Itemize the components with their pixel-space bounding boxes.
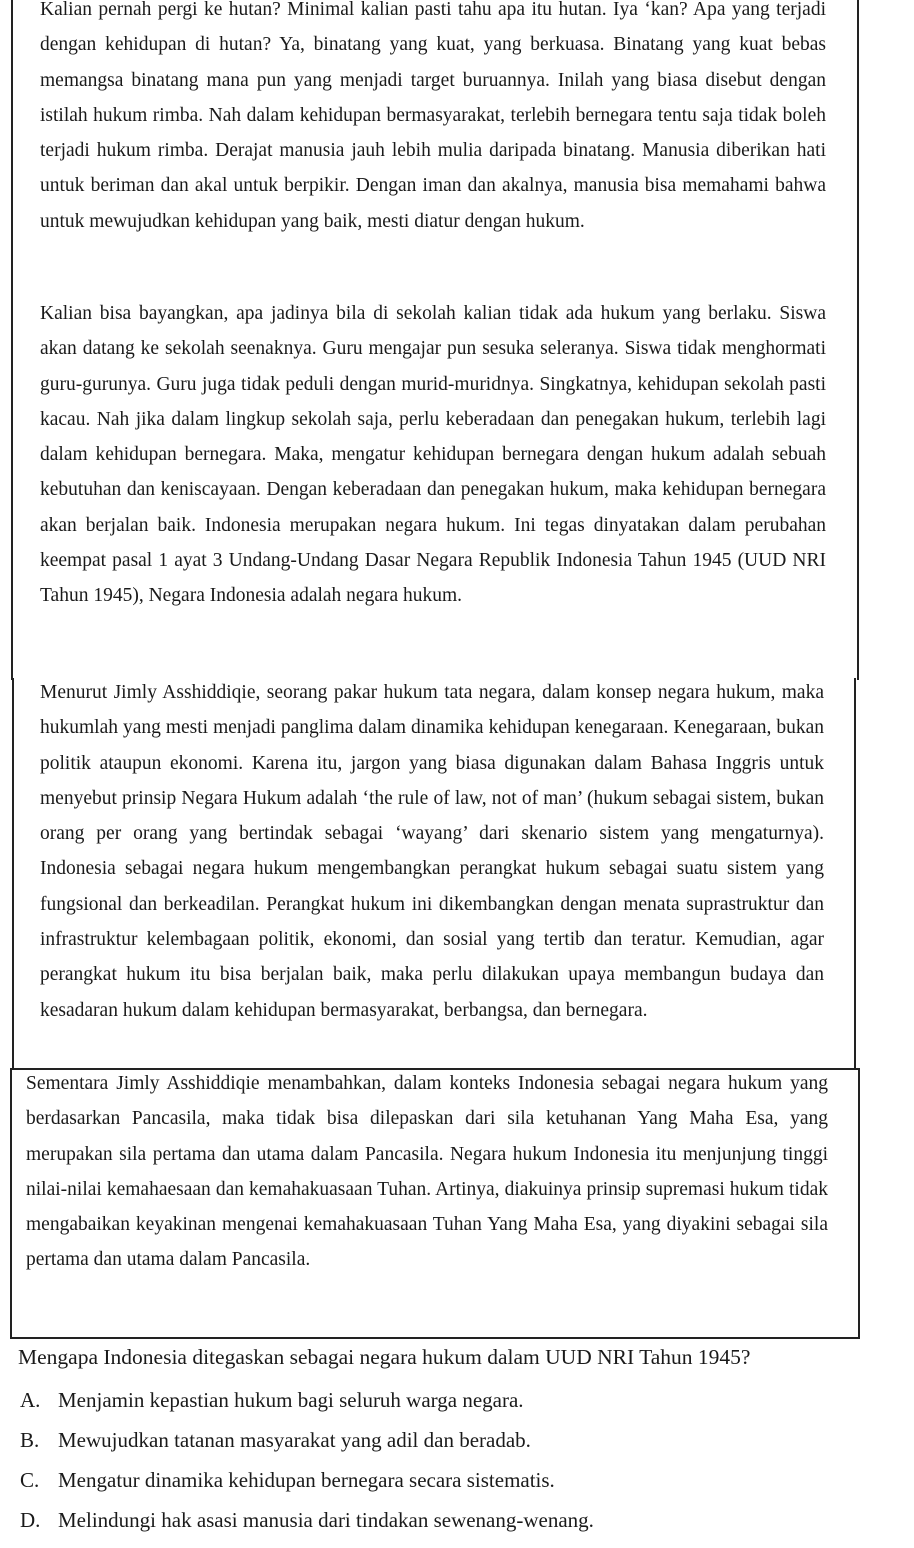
option-text: Melindungi hak asasi manusia dari tindakan sewenang-wenang. bbox=[58, 1508, 594, 1532]
option-c[interactable] bbox=[20, 1460, 890, 1500]
option-text: Menjamin kepastian hukum bagi seluruh warga negara. bbox=[58, 1388, 524, 1412]
passage-paragraph-3: Menurut Jimly Asshiddiqie, seorang pakar hukum tata negara, dalam konsep negara hukum, maka hukumlah yang mesti menjadi panglima dalam dinamika kehidupan kenegaraan. Kenegaraan, bukan politik ataupun ekonomi. Karena itu, jargon yang biasa digunakan dalam Bahasa Inggris untuk menyebut prinsip Negara Hukum adalah ‘the rule of law, not of man’ (hukum sebagai sistem, bukan orang per orang yang bertindak sebagai ‘wayang’ dari skenario sistem yang mengaturnya). Indonesia sebagai negara hukum mengembangkan perangkat hukum sebagai suatu sistem yang fungsional dan berkeadilan. Perangkat hukum ini dikembangkan dengan menata suprastruktur dan infrastruktur kelembagaan politik, ekonomi, dan sosial yang tertib dan teratur. Kemudian, agar perangkat hukum itu bisa berjalan baik, maka perlu dilakukan upaya membangun budaya dan kesadaran hukum dalam kehidupan bermasyarakat, berbangsa, dan bernegara. bbox=[40, 682, 824, 1021]
option-a[interactable] bbox=[20, 1380, 890, 1420]
question-text: Mengapa Indonesia ditegaskan sebagai negara hukum dalam UUD NRI Tahun 1945? bbox=[18, 1345, 751, 1369]
option-text: Mewujudkan tatanan masyarakat yang adil dan beradab. bbox=[58, 1428, 531, 1452]
option-b[interactable] bbox=[20, 1420, 890, 1460]
option-letter: C. bbox=[20, 1468, 40, 1492]
passage-paragraph-2: Kalian bisa bayangkan, apa jadinya bila di sekolah kalian tidak ada hukum yang berlaku. Siswa akan datang ke sekolah seenaknya. Guru mengajar pun sesuka seleranya. Siswa tidak menghormati guru-gurunya. Guru juga tidak peduli dengan murid-muridnya. Singkatnya, kehidupan sekolah pasti kacau. Nah jika dalam lingkup sekolah saja, perlu keberadaan dan penegakan hukum, terlebih lagi dalam kehidupan bernegara. Maka, mengatur kehidupan bernegara dengan hukum adalah sebuah kebutuhan dan keniscayaan. Dengan keberadaan dan penegakan hukum, maka kehidupan bernegara akan berjalan baik. Indonesia merupakan negara hukum. Ini tegas dinyatakan dalam perubahan keempat pasal 1 ayat 3 Undang-Undang Dasar Negara Republik Indonesia Tahun 1945 (UUD NRI Tahun 1945), Negara Indonesia adalah negara hukum. bbox=[40, 303, 826, 607]
answer-options bbox=[20, 1380, 890, 1540]
option-d[interactable] bbox=[20, 1500, 890, 1540]
option-text: Mengatur dinamika kehidupan bernegara secara sistematis. bbox=[58, 1468, 555, 1492]
passage-paragraph-4: Sementara Jimly Asshiddiqie menambahkan, dalam konteks Indonesia sebagai negara hukum yang berdasarkan Pancasila, maka tidak bisa dilepaskan dari sila ketuhanan Yang Maha Esa, yang merupakan sila pertama dan utama dalam Pancasila. Negara hukum Indonesia itu menjunjung tinggi nilai-nilai kemahaesaan dan kemahakuasaan Tuhan. Artinya, diakuinya prinsip supremasi hukum tidak mengabaikan keyakinan mengenai kemahakuasaan Tuhan Yang Maha Esa, yang diyakini sebagai sila pertama dan utama dalam Pancasila. bbox=[26, 1073, 828, 1271]
passage-paragraph-1: Kalian pernah pergi ke hutan? Minimal kalian pasti tahu apa itu hutan. Iya ‘kan? Apa yang terjadi dengan kehidupan di hutan? Ya, binatang yang kuat, yang berkuasa. Binatang yang kuat bebas memangsa binatang mana pun yang menjadi target buruannya. Inilah yang biasa disebut dengan istilah hukum rimba. Nah dalam kehidupan bermasyarakat, terlebih bernegara tentu saja tidak boleh terjadi hukum rimba. Derajat manusia jauh lebih mulia daripada binatang. Manusia diberikan hati untuk beriman dan akal untuk berpikir. Dengan iman dan akalnya, manusia bisa memahami bahwa untuk mewujudkan kehidupan yang baik, mesti diatur dengan hukum. bbox=[40, 0, 826, 232]
option-letter: D. bbox=[20, 1508, 41, 1532]
option-letter: A. bbox=[20, 1388, 41, 1412]
option-letter: B. bbox=[20, 1428, 40, 1452]
